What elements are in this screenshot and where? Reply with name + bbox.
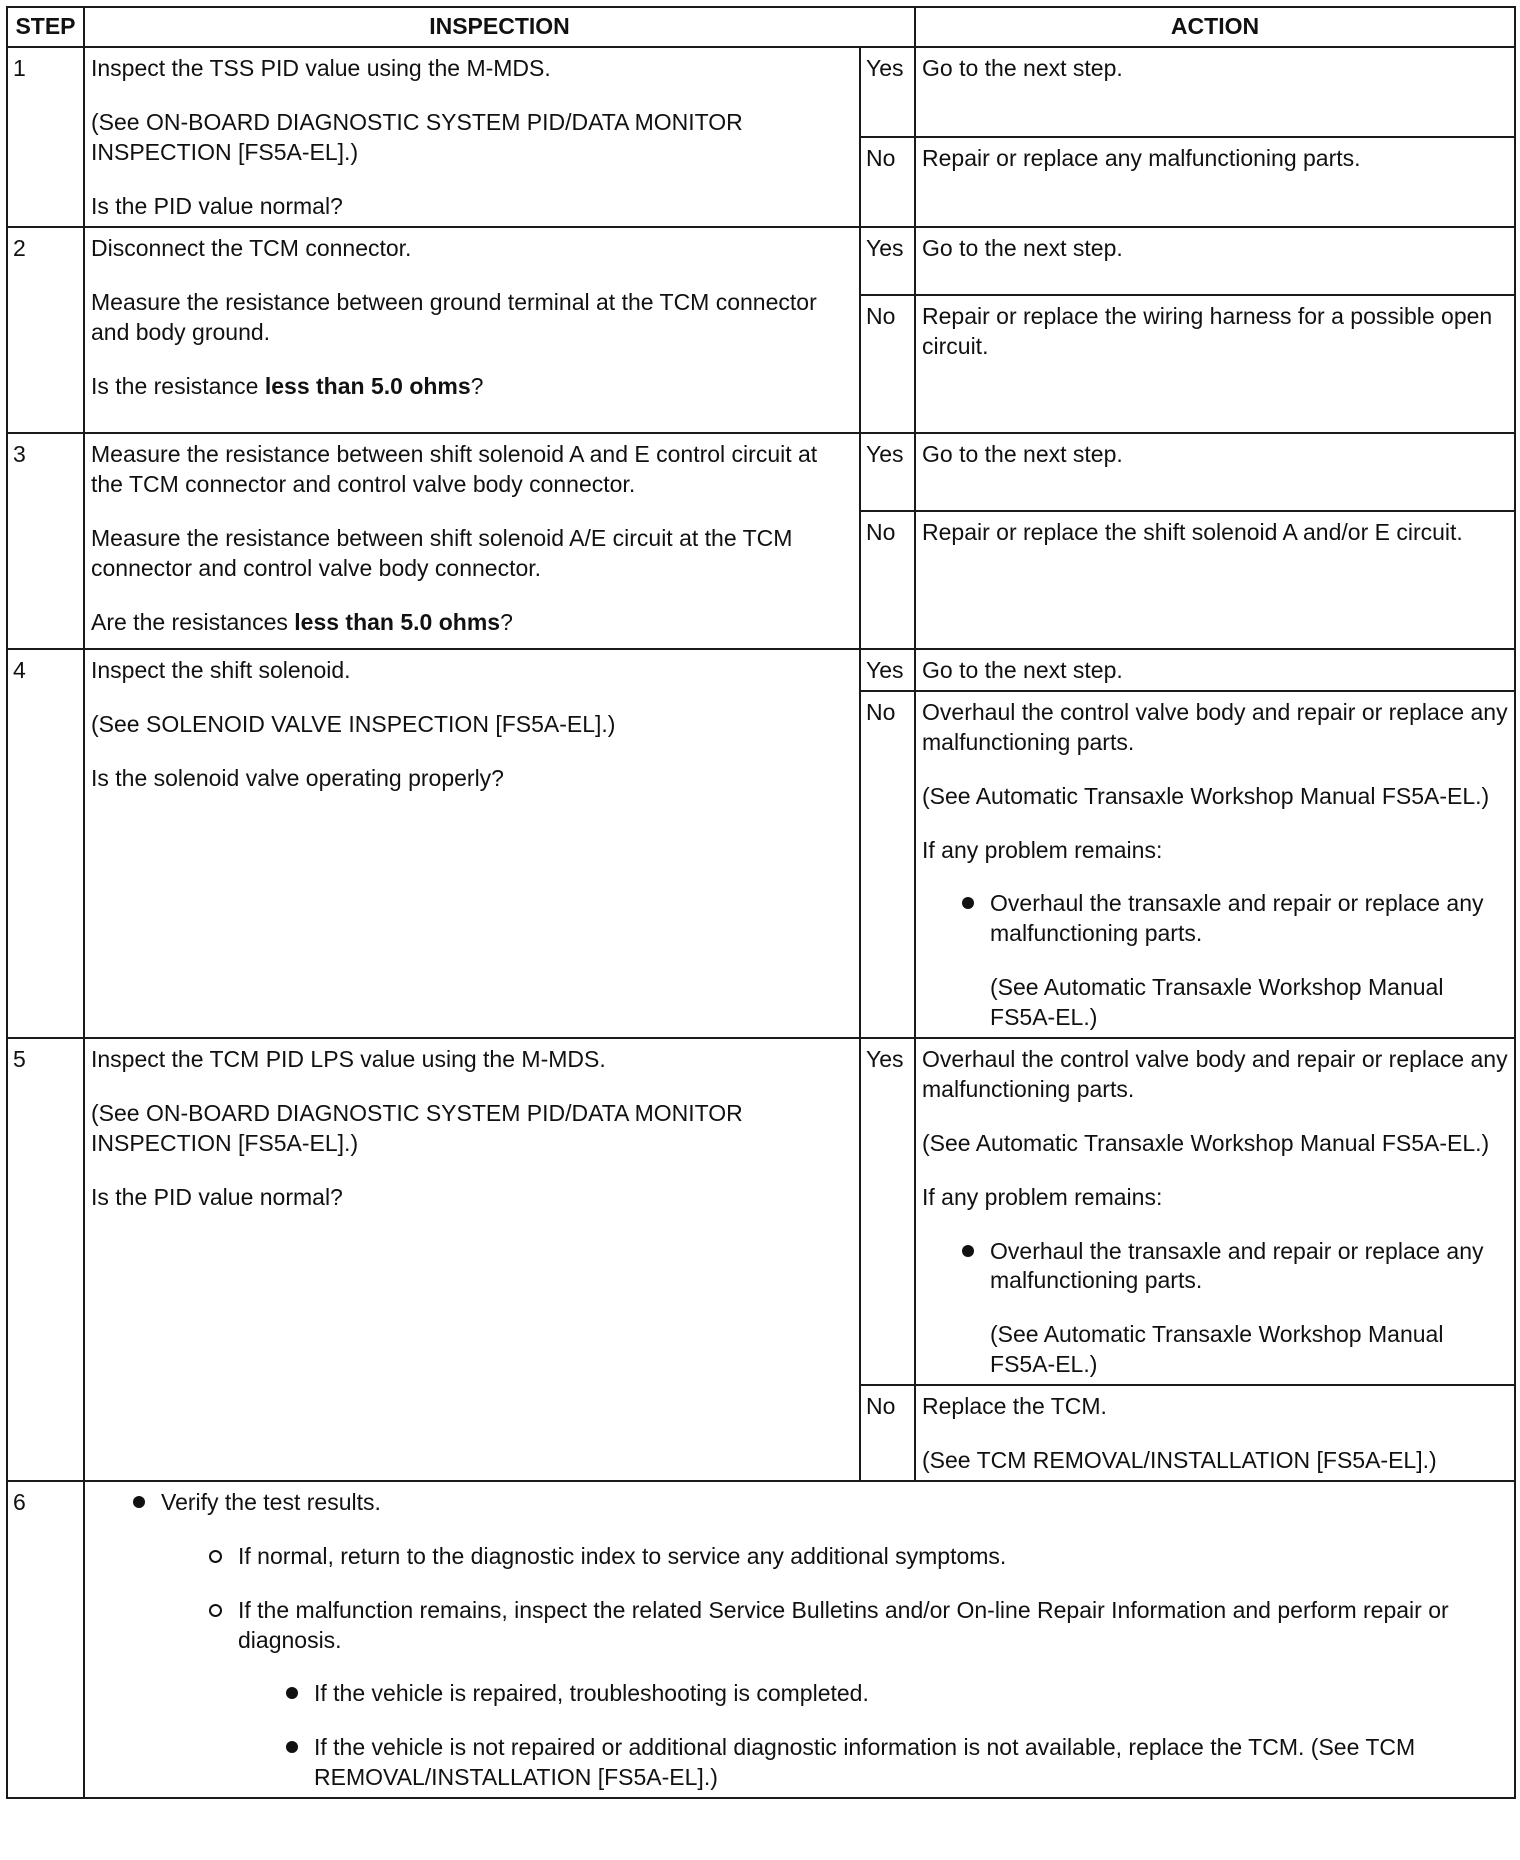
yes-action <box>915 433 1515 511</box>
no-action <box>915 295 1515 433</box>
bullet-dot-icon <box>286 1741 298 1753</box>
yes-label: Yes <box>860 227 915 295</box>
inspection-question: Is the solenoid valve operating properly? <box>91 764 504 791</box>
yes-action <box>915 649 1515 691</box>
bullet-circle-icon <box>209 1604 222 1617</box>
no-action <box>915 511 1515 649</box>
action-text: Go to the next step. <box>922 441 1123 467</box>
action-text: If any problem remains: <box>922 1183 1163 1210</box>
bullet-dot-icon <box>286 1687 298 1699</box>
action-text: Repair or replace the shift solenoid A and/or E circuit. <box>922 519 1463 545</box>
step-2-yes-row <box>7 227 1515 295</box>
no-action <box>915 1385 1515 1481</box>
inspection-question: Is the PID value normal? <box>91 192 343 219</box>
bullet-text: If the malfunction remains, inspect the related Service Bulletins and/or On-line Repair Information and perform repair or diagnosis. <box>238 1596 1449 1653</box>
yes-label: Yes <box>860 649 915 691</box>
step-number: 5 <box>7 1038 84 1481</box>
step-2-inspection <box>84 227 860 433</box>
no-action <box>915 691 1515 1038</box>
diagnostic-table <box>6 6 1516 1799</box>
step-3-yes-row <box>7 433 1515 511</box>
inspection-header: INSPECTION <box>84 7 915 47</box>
bullet-text: Overhaul the transaxle and repair or replace any malfunctioning parts. <box>990 890 1484 947</box>
inspection-text: Inspect the TSS PID value using the M-MDS. <box>91 55 551 81</box>
inspection-text: Measure the resistance between shift solenoid A and E control circuit at the TCM connector and control valve body connector. <box>91 441 818 497</box>
bullet-item <box>133 1488 1508 1518</box>
step-number: 3 <box>7 433 84 649</box>
step-4-inspection <box>84 649 860 1038</box>
inspection-question <box>91 608 853 638</box>
action-text: Overhaul the control valve body and repair or replace any malfunctioning parts. <box>922 1046 1508 1102</box>
bullet-circle-icon <box>209 1550 222 1563</box>
step-6-content <box>84 1481 1515 1798</box>
action-text: Repair or replace the wiring harness for a possible open circuit. <box>922 303 1493 359</box>
bullet-reference: (See Automatic Transaxle Workshop Manual FS5A-EL.) <box>990 974 1444 1031</box>
bullet-content <box>990 1237 1508 1381</box>
inspection-question: Is the PID value normal? <box>91 1183 343 1210</box>
bullet-dot-icon <box>962 897 974 909</box>
inspection-reference: (See ON-BOARD DIAGNOSTIC SYSTEM PID/DATA MONITOR INSPECTION [FS5A-EL].) <box>91 1099 743 1156</box>
inspection-text: Measure the resistance between shift solenoid A/E circuit at the TCM connector and control valve body connector. <box>91 524 793 581</box>
question-mark: ? <box>500 608 513 635</box>
diagnostic-procedure-frame <box>6 6 1514 1854</box>
step-5-inspection <box>84 1038 860 1481</box>
step-1-inspection <box>84 47 860 227</box>
inspection-text: Inspect the TCM PID LPS value using the M-MDS. <box>91 1046 606 1073</box>
step-4-yes-row <box>7 649 1515 691</box>
step-6-row <box>7 1481 1515 1798</box>
step-number: 2 <box>7 227 84 433</box>
action-text: Go to the next step. <box>922 657 1123 683</box>
no-action <box>915 137 1515 227</box>
action-text: Go to the next step. <box>922 55 1123 81</box>
inspection-question <box>91 372 853 402</box>
bullet-dot-icon <box>133 1496 145 1508</box>
question-text: Are the resistances <box>91 608 295 635</box>
yes-label: Yes <box>860 47 915 137</box>
step-3-inspection <box>84 433 860 649</box>
inspection-text: Disconnect the TCM connector. <box>91 235 412 261</box>
step-number: 1 <box>7 47 84 227</box>
inspection-text: Measure the resistance between ground terminal at the TCM connector and body ground. <box>91 288 817 345</box>
action-text: Overhaul the control valve body and repair or replace any malfunctioning parts. <box>922 698 1508 755</box>
bullet-text: If normal, return to the diagnostic index to service any additional symptoms. <box>238 1542 1007 1569</box>
inspection-reference: (See ON-BOARD DIAGNOSTIC SYSTEM PID/DATA MONITOR INSPECTION [FS5A-EL].) <box>91 108 743 165</box>
bullet-text: If the vehicle is repaired, troubleshooting is completed. <box>314 1680 869 1707</box>
yes-action <box>915 47 1515 137</box>
action-header: ACTION <box>915 7 1515 47</box>
action-reference: (See TCM REMOVAL/INSTALLATION [FS5A-EL].) <box>922 1447 1437 1474</box>
header-row <box>7 7 1515 47</box>
no-label: No <box>860 295 915 433</box>
no-label: No <box>860 691 915 1038</box>
action-reference: (See Automatic Transaxle Workshop Manual FS5A-EL.) <box>922 1129 1490 1156</box>
step-number: 6 <box>7 1481 84 1798</box>
bullet-text: Verify the test results. <box>161 1488 381 1515</box>
inspection-reference: (See SOLENOID VALVE INSPECTION [FS5A-EL].) <box>91 710 616 737</box>
sub-sub-bullet-item <box>286 1679 1508 1709</box>
step-number: 4 <box>7 649 84 1038</box>
bullet-item <box>962 889 1508 1033</box>
yes-label: Yes <box>860 433 915 511</box>
step-1-yes-row <box>7 47 1515 137</box>
bullet-text: Overhaul the transaxle and repair or replace any malfunctioning parts. <box>990 1237 1484 1294</box>
action-text: Go to the next step. <box>922 235 1123 261</box>
step-header: STEP <box>7 7 84 47</box>
yes-action <box>915 1038 1515 1385</box>
sub-sub-bullet-item <box>286 1733 1508 1793</box>
yes-label: Yes <box>860 1038 915 1385</box>
bullet-dot-icon <box>962 1245 974 1257</box>
question-threshold: less than 5.0 ohms <box>264 372 471 399</box>
bullet-content <box>990 889 1508 1033</box>
bullet-item <box>962 1237 1508 1381</box>
sub-bullet-item <box>209 1542 1508 1572</box>
action-text: Replace the TCM. <box>922 1393 1107 1420</box>
yes-action <box>915 227 1515 295</box>
inspection-text: Inspect the shift solenoid. <box>91 657 351 683</box>
question-text: Is the resistance <box>91 372 265 399</box>
bullet-reference: (See Automatic Transaxle Workshop Manual FS5A-EL.) <box>990 1321 1444 1378</box>
no-label: No <box>860 137 915 227</box>
question-mark: ? <box>470 372 484 399</box>
question-threshold: less than 5.0 ohms <box>294 608 501 635</box>
action-reference: (See Automatic Transaxle Workshop Manual FS5A-EL.) <box>922 782 1490 809</box>
sub-bullet-item <box>209 1596 1508 1656</box>
action-text: If any problem remains: <box>922 836 1163 863</box>
step-5-yes-row <box>7 1038 1515 1385</box>
no-label: No <box>860 1385 915 1481</box>
bullet-text: If the vehicle is not repaired or additional diagnostic information is not available, replace the TCM. (See TCM REMOVAL/INSTALLATION [FS5A-EL].) <box>314 1734 1416 1791</box>
no-label: No <box>860 511 915 649</box>
action-text: Repair or replace any malfunctioning parts. <box>922 145 1361 171</box>
